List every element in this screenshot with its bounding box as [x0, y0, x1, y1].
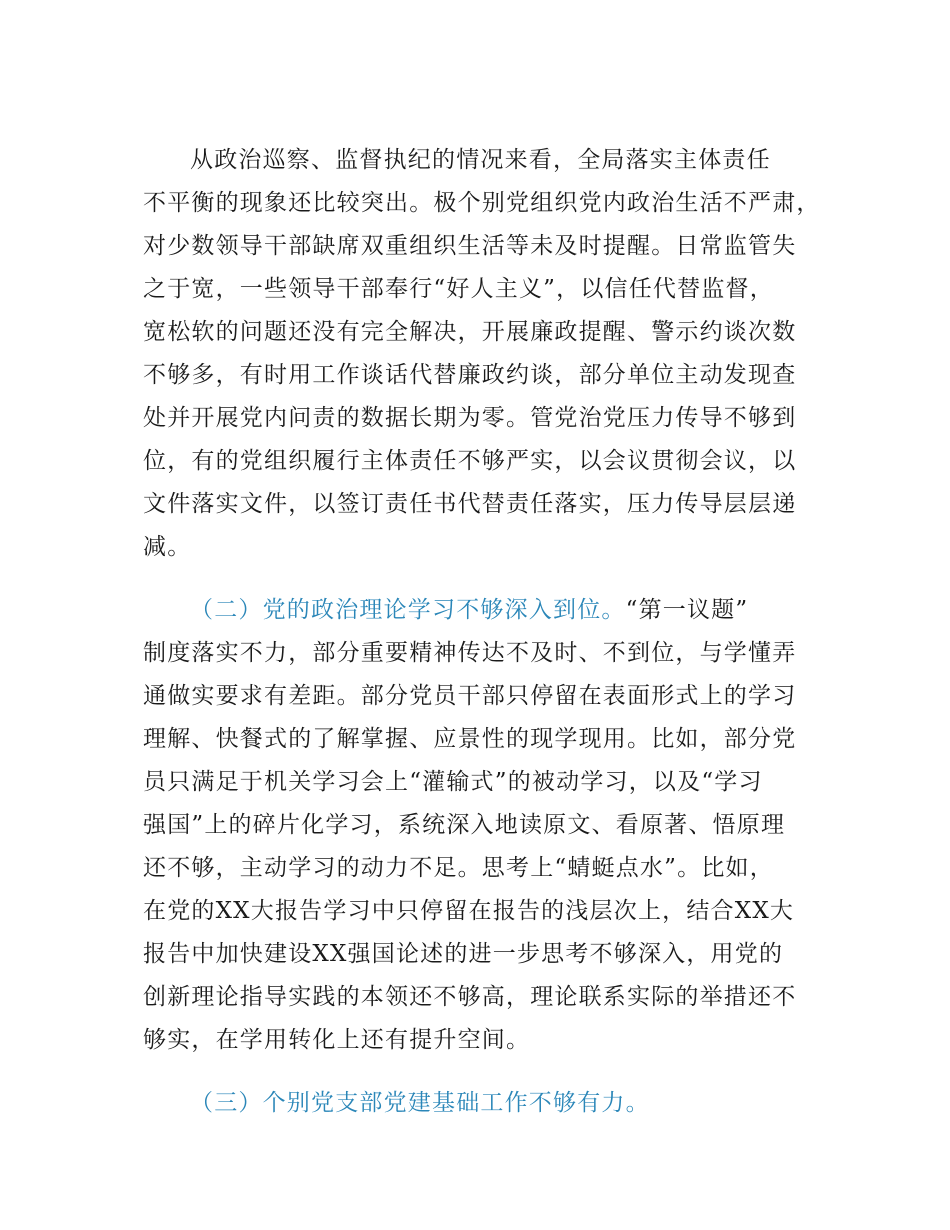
- paragraph-line: 强国”上的碎片化学习，系统深入地读原文、看原著、悟原理: [143, 812, 786, 838]
- paragraph-line: 在党的XX大报告学习中只停留在报告的浅层次上，结合XX大: [143, 898, 795, 924]
- paragraph-line: 文件落实文件，以签订责任书代替责任落实，压力传导层层递: [143, 491, 797, 517]
- paragraph-line: 够实，在学用转化上还有提升空间。: [143, 1027, 531, 1053]
- paragraph-line: 对少数领导干部缺席双重组织生活等未及时提醒。日常监管失: [143, 233, 797, 259]
- paragraph-line: 位，有的党组织履行主体责任不够严实，以会议贯彻会议，以: [143, 448, 797, 474]
- paragraph-line: 还不够，主动学习的动力不足。思考上“蜻蜓点水”。比如，: [143, 855, 774, 881]
- paragraph-line: 不够多，有时用工作谈话代替廉政约谈，部分单位主动发现查: [143, 362, 797, 388]
- paragraph-line: 员只满足于机关学习会上“灌输式”的被动学习，以及“学习: [143, 769, 763, 795]
- paragraph-line: 从政治巡察、监督执纪的情况来看，全局落实主体责任: [190, 147, 771, 173]
- paragraph-line: 理解、快餐式的了解掌握、应景性的现学现用。比如，部分党: [143, 726, 797, 752]
- section-heading: （三）个别党支部党建基础工作不够有力。: [190, 1090, 650, 1116]
- paragraph-line: 制度落实不力，部分重要精神传达不及时、不到位，与学懂弄: [143, 640, 797, 666]
- paragraph-line: 不平衡的现象还比较突出。极个别党组织党内政治生活不严肃，: [143, 190, 821, 216]
- section-heading: （二）党的政治理论学习不够深入到位。: [190, 597, 626, 623]
- section-heading-tail: “第一议题”: [625, 597, 749, 623]
- section-2-heading-line: [190, 595, 748, 625]
- paragraph-line: 之于宽，一些领导干部奉行“好人主义”，以信任代替监督，: [143, 276, 774, 302]
- paragraph-line: 通做实要求有差距。部分党员干部只停留在表面形式上的学习: [143, 683, 797, 709]
- paragraph-line: 减。: [143, 534, 192, 560]
- paragraph-line: 处并开展党内问责的数据长期为零。管党治党压力传导不够到: [143, 405, 797, 431]
- paragraph-line: 报告中加快建设XX强国论述的进一步思考不够深入，用党的: [143, 941, 784, 967]
- paragraph-line: 宽松软的问题还没有完全解决，开展廉政提醒、警示约谈次数: [143, 319, 797, 345]
- paragraph-line: 创新理论指导实践的本领还不够高，理论联系实际的举措还不: [143, 984, 797, 1010]
